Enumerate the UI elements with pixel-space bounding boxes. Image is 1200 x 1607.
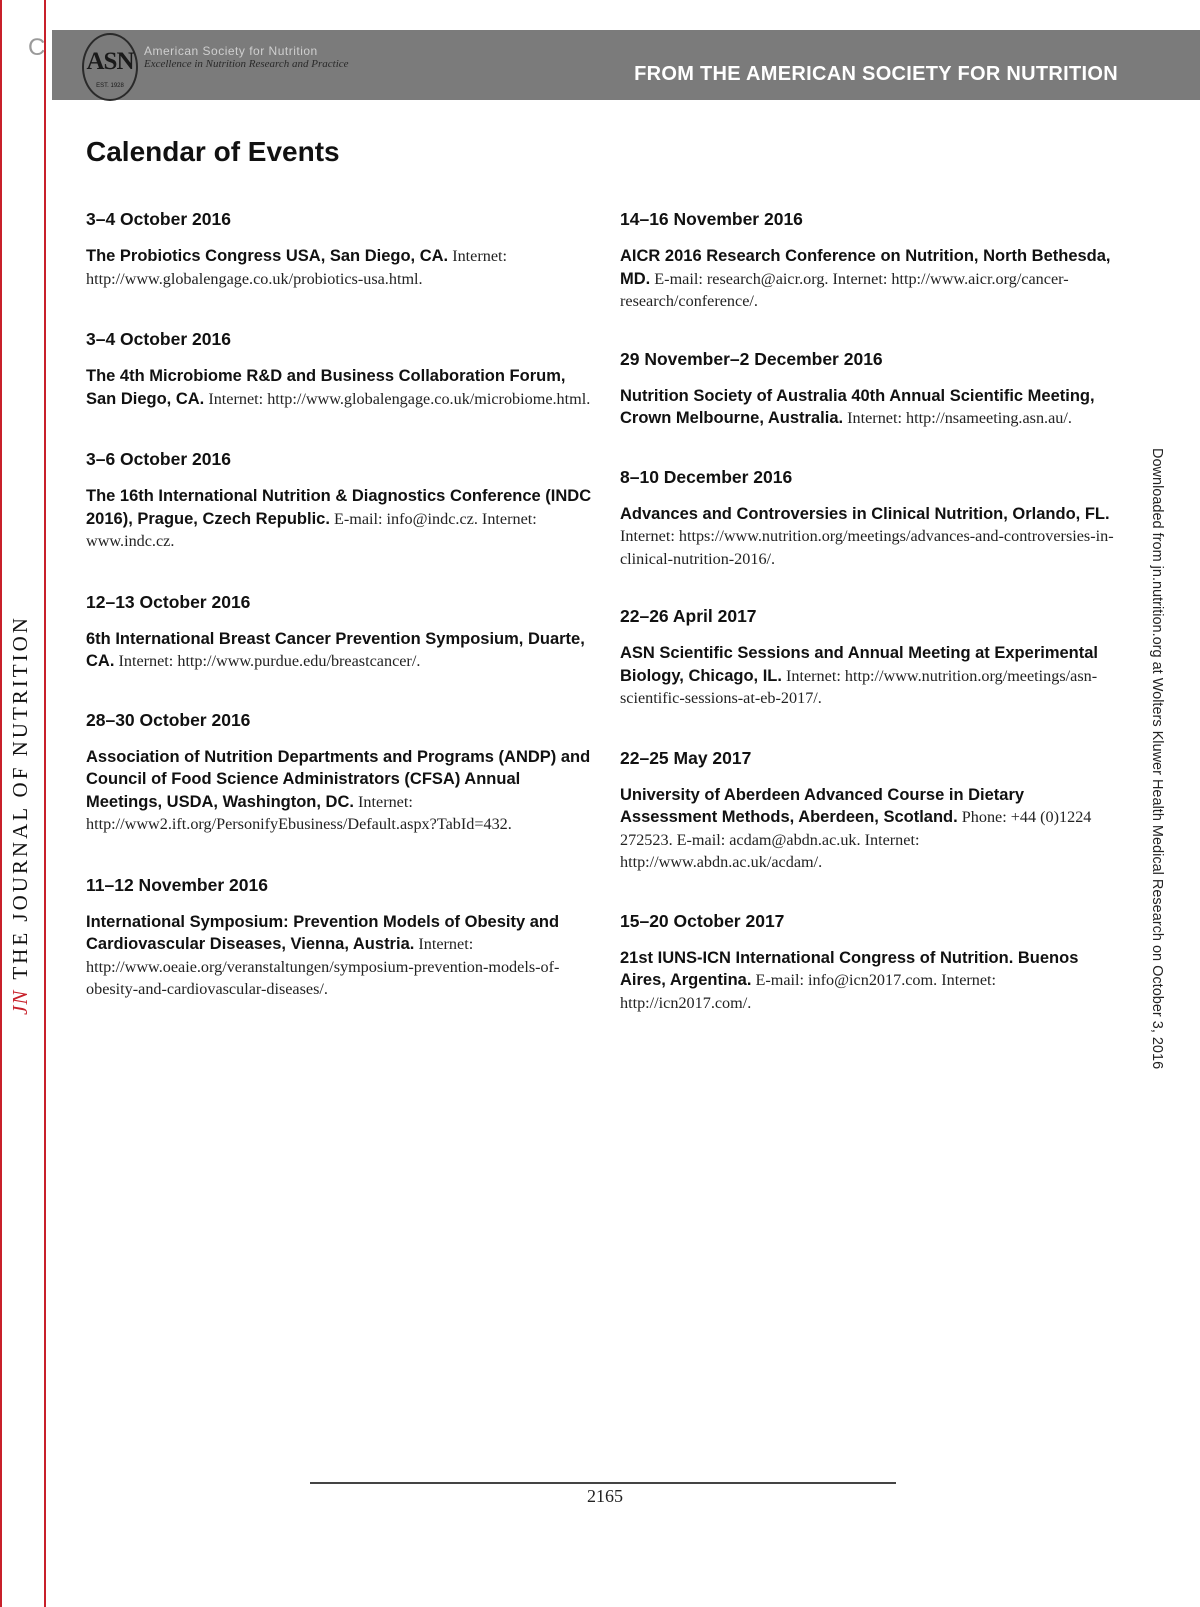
event-name: ASN Scientific Sessions and Annual Meeting at Experimental Biology, Chicago, IL. xyxy=(620,644,1099,685)
event-date: 3–4 October 2016 xyxy=(86,209,231,229)
event-date: 12–13 October 2016 xyxy=(86,591,251,612)
event-entry xyxy=(86,448,596,553)
event-entry xyxy=(86,591,596,673)
event-description xyxy=(620,642,1125,710)
event-details: Internet: http://www.oeaie.org/veranstaltungen/symposium-prevention-models-of-obesity-and-cardiovascular-diseases/. xyxy=(86,935,560,998)
event-entry xyxy=(620,747,1125,874)
event-description xyxy=(620,784,1125,874)
event-entry xyxy=(620,208,1125,313)
event-name: Association of Nutrition Departments and Programs (ANDP) and Council of Food Science Administrators (CFSA) Annual Meetings, USDA, Washington, DC. xyxy=(86,747,591,811)
event-details: E-mail: research@aicr.org. Internet: http://www.aicr.org/cancer-research/conference/. xyxy=(620,269,1069,310)
page-title: Calendar of Events xyxy=(86,136,340,167)
event-date: 3–4 October 2016 xyxy=(86,329,231,349)
event-description xyxy=(86,911,596,1001)
journal-abbr: JN xyxy=(8,989,32,1015)
margin-rule xyxy=(44,0,46,1607)
edge-glyph: C xyxy=(28,34,46,61)
event-name: AICR 2016 Research Conference on Nutrition, North Bethesda, MD. xyxy=(620,247,1111,288)
left-column xyxy=(86,208,596,1001)
event-details: Internet: http://www2.ift.org/PersonifyEbusiness/Default.aspx?TabId=432. xyxy=(86,792,512,833)
event-details: E-mail: info@indc.cz. Internet: www.indc.cz. xyxy=(86,509,537,550)
page-number: 2165 xyxy=(587,1486,623,1506)
event-entry xyxy=(620,466,1125,571)
event-description xyxy=(86,628,596,673)
event-entry xyxy=(86,328,596,410)
event-name: International Symposium: Prevention Models of Obesity and Cardiovascular Diseases, Vienna, Austria. xyxy=(86,912,560,953)
event-description xyxy=(620,503,1125,571)
event-entry xyxy=(86,874,596,1001)
right-column xyxy=(620,208,1125,1014)
event-description xyxy=(86,245,596,290)
event-description xyxy=(620,947,1125,1015)
event-entry xyxy=(620,348,1125,430)
event-date: 8–10 December 2016 xyxy=(620,466,793,487)
event-description xyxy=(86,365,596,410)
event-date: 22–26 April 2017 xyxy=(620,606,757,626)
download-note: Downloaded from jn.nutrition.org at Wolters Kluwer Health Medical Research on October 3, 2016 xyxy=(1149,448,1165,1070)
event-name: The 4th Microbiome R&D and Business Collaboration Forum, San Diego, CA. xyxy=(86,367,566,408)
event-details: Phone: +44 (0)1224 272523. E-mail: acdam@abdn.ac.uk. Internet: http://www.abdn.ac.uk/acdam/. xyxy=(620,808,1092,871)
event-name: Nutrition Society of Australia 40th Annual Scientific Meeting, Crown Melbourne, Australia. xyxy=(620,386,1095,427)
event-date: 28–30 October 2016 xyxy=(86,709,251,730)
event-name: The 16th International Nutrition & Diagnostics Conference (INDC 2016), Prague, Czech Republic. xyxy=(86,487,592,528)
event-details: Internet: http://www.nutrition.org/meetings/asn-scientific-sessions-at-eb-2017/. xyxy=(620,666,1098,707)
event-description xyxy=(620,385,1125,430)
asn-logo-text: ASN xyxy=(86,48,134,75)
event-entry xyxy=(86,709,596,836)
event-entry xyxy=(620,910,1125,1015)
header-banner xyxy=(52,30,1200,100)
event-details: Internet: http://www.globalengage.co.uk/microbiome.html. xyxy=(208,389,591,408)
event-date: 22–25 May 2017 xyxy=(620,747,752,768)
event-name: Advances and Controversies in Clinical Nutrition, Orlando, FL. xyxy=(620,504,1110,523)
event-description xyxy=(620,245,1125,313)
footer-rule xyxy=(310,1482,896,1484)
event-date: 15–20 October 2017 xyxy=(620,910,785,931)
event-date: 14–16 November 2016 xyxy=(620,209,803,229)
journal-vertical-title xyxy=(8,615,33,1015)
event-details: Internet: http://www.globalengage.co.uk/probiotics-usa.html. xyxy=(86,247,508,288)
event-description xyxy=(86,746,596,836)
event-date: 3–6 October 2016 xyxy=(86,449,231,469)
event-details: Internet: https://www.nutrition.org/meetings/advances-and-controversies-in-clinical-nutrition-2016/. xyxy=(620,527,1114,568)
event-entry xyxy=(86,208,596,290)
event-entry xyxy=(620,605,1125,710)
banner-title: FROM THE AMERICAN SOCIETY FOR NUTRITION xyxy=(634,63,1118,85)
event-details: E-mail: info@icn2017.com. Internet: http://icn2017.com/. xyxy=(620,971,997,1012)
journal-name: THE JOURNAL OF NUTRITION xyxy=(8,615,32,980)
event-name: University of Aberdeen Advanced Course in Dietary Assessment Methods, Aberdeen, Scotland. xyxy=(620,785,1025,826)
event-date: 29 November–2 December 2016 xyxy=(620,348,883,369)
page-edge-rule xyxy=(0,0,2,1607)
event-name: 21st IUNS-ICN International Congress of Nutrition. Buenos Aires, Argentina. xyxy=(620,948,1079,989)
event-description xyxy=(86,485,596,553)
event-date: 11–12 November 2016 xyxy=(86,874,268,895)
event-details: Internet: http://nsameeting.asn.au/. xyxy=(847,409,1072,427)
asn-logo-est: EST. 1928 xyxy=(96,83,124,89)
event-name: The Probiotics Congress USA, San Diego, CA. xyxy=(86,247,449,265)
society-name: American Society for Nutrition xyxy=(144,44,318,58)
event-name: 6th International Breast Cancer Prevention Symposium, Duarte, CA. xyxy=(86,629,585,670)
event-details: Internet: http://www.purdue.edu/breastcancer/. xyxy=(118,652,421,670)
society-tagline: Excellence in Nutrition Research and Practice xyxy=(144,58,349,70)
